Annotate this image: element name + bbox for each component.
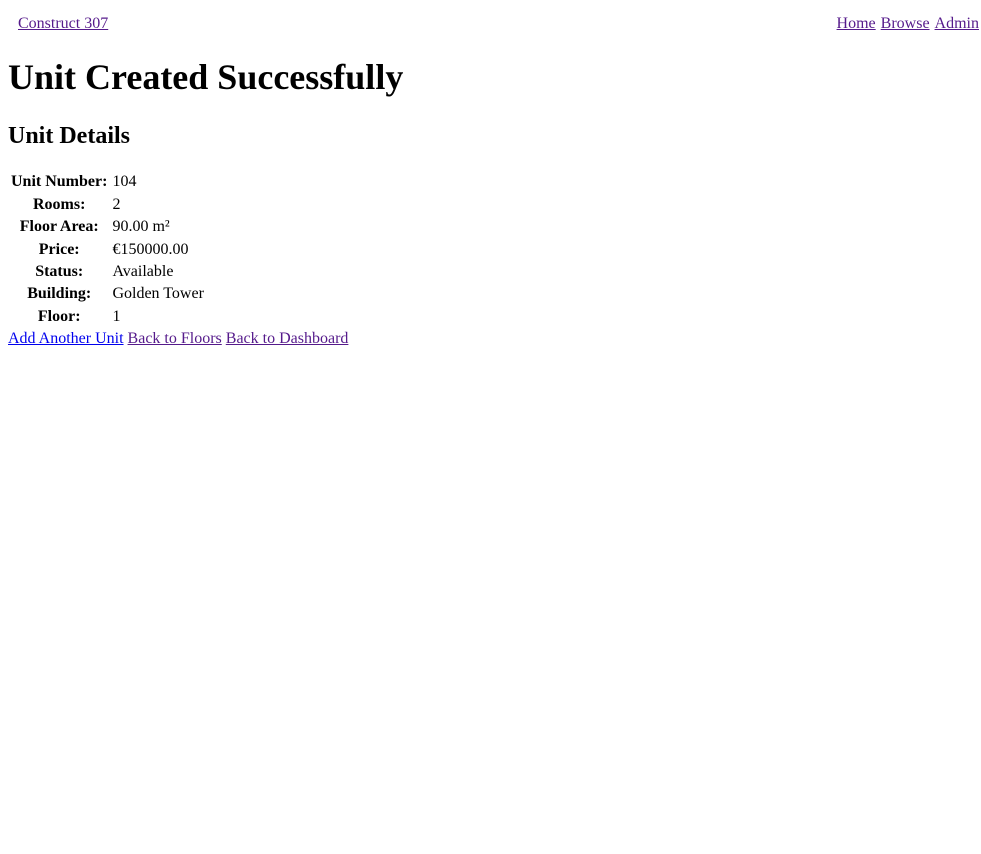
top-nav [837, 15, 979, 33]
table-row [10, 195, 205, 215]
top-bar [0, 0, 981, 33]
nav-link-home[interactable]: Home [836, 15, 876, 32]
detail-value-status: Available [112, 262, 174, 280]
table-row [10, 262, 205, 282]
page-title: Unit Created Successfully [8, 57, 404, 98]
back-to-floors-link[interactable]: Back to Floors [127, 330, 222, 348]
nav-link-browse[interactable]: Browse [880, 15, 930, 32]
brand-link[interactable]: Construct 307 [18, 15, 109, 32]
detail-value-floor: 1 [112, 307, 121, 325]
nav-link-admin[interactable]: Admin [934, 15, 979, 32]
detail-value-rooms: 2 [112, 195, 121, 213]
detail-label-floor-area: Floor Area: [19, 218, 99, 236]
detail-value-building: Golden Tower [112, 285, 204, 303]
detail-label-price: Price: [38, 240, 80, 258]
back-to-dashboard-link[interactable]: Back to Dashboard [225, 330, 349, 348]
detail-label-unit-number: Unit Number: [11, 173, 108, 191]
detail-label-rooms: Rooms: [33, 195, 86, 213]
section-title: Unit Details [8, 122, 130, 149]
add-another-unit-link[interactable]: Add Another Unit [8, 330, 124, 348]
main-content [8, 57, 973, 348]
detail-value-floor-area: 90.00 m² [112, 218, 170, 236]
unit-details-table [8, 170, 207, 329]
table-row [10, 217, 205, 237]
detail-label-floor: Floor: [37, 307, 81, 325]
detail-value-price: €150000.00 [112, 240, 189, 258]
footer-links [8, 330, 973, 348]
detail-value-unit-number: 104 [112, 173, 137, 191]
detail-label-building: Building: [27, 285, 92, 303]
table-row [10, 240, 205, 260]
table-row [10, 172, 205, 192]
table-row [10, 284, 205, 304]
detail-label-status: Status: [35, 262, 84, 280]
table-row [10, 307, 205, 327]
